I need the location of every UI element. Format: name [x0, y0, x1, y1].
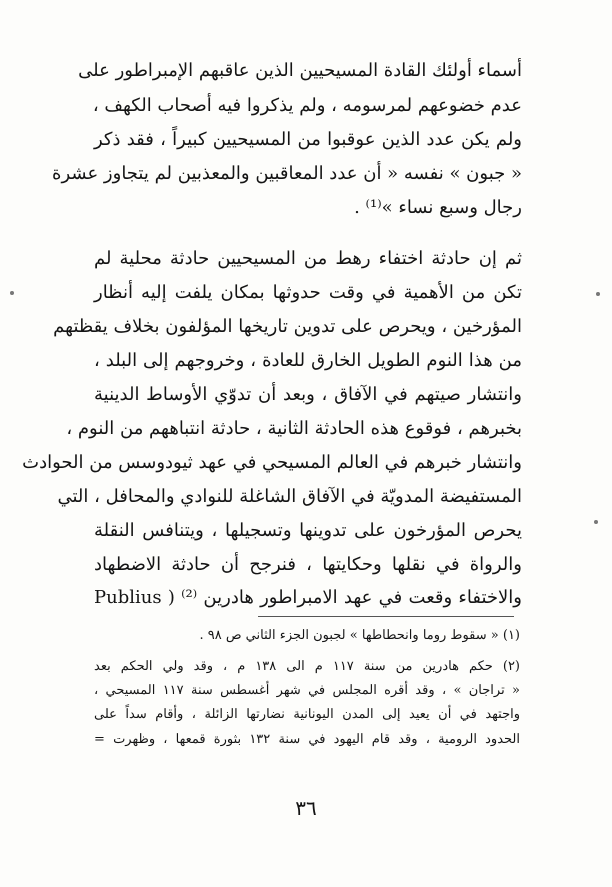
body-line: والاختفاء وقعت في عهد الامبراطور هادرين ⁽²⁾ ( Publius: [94, 587, 522, 608]
footnote-separator: [258, 616, 514, 617]
footnote-line: (١) « سقوط روما وانحطاطها » لجبون الجزء الثاني ص ٩٨ .: [199, 628, 520, 643]
body-line: أسماء أولئك القادة المسيحيين الذين عاقبهم الإمبراطور على: [78, 60, 522, 81]
footnote-line: « تراجان » ، وقد أقره المجلس في شهر أغسطس سنة ١١٧ المسيحي ،: [94, 683, 520, 698]
footnote-line: (٢) حكم هادرين من سنة ١١٧ م الى ١٣٨ م ، وقد ولي الحكم بعد: [94, 659, 520, 674]
body-line: « جبون » نفسه « أن عدد المعاقبين والمعذبين لم يتجاوز عشرة: [52, 163, 522, 184]
body-line: تكن من الأهمية في وقت حدوثها بمكان يلفت إليه أنظار: [94, 282, 522, 303]
scan-speck: [596, 292, 600, 296]
scan-speck: [594, 520, 598, 524]
footnote-line: واجتهد في أن يعيد إلى المدن اليونانية نضارتها الزائلة ، وأقام سداً على: [94, 707, 520, 722]
body-line: المؤرخين ، ويحرص على تدوين تاريخها المؤلفون بخلاف يقظتهم: [53, 316, 522, 337]
body-line: من هذا النوم الطويل الخارق للعادة ، وخروجهم إلى البلد ،: [94, 350, 522, 371]
body-line: وانتشار خبرهم في العالم المسيحي في عهد ثيودوسس من الحوادث: [22, 452, 522, 473]
body-line: المستفيضة المدويّة في الآفاق الشاغلة للنوادي والمحافل ، التي: [57, 486, 522, 507]
body-line: وانتشار صيتهم في الآفاق ، وبعد أن تدوّي الأوساط الدينية: [94, 384, 522, 405]
body-line: رجال وسبع نساء »⁽¹⁾ .: [354, 197, 522, 218]
body-line: يحرص المؤرخون على تدوينها وتسجيلها ، ويتنافس النقلة: [94, 520, 522, 541]
body-line: ثم إن حادثة اختفاء رهط من المسيحيين حادثة محلية لم: [94, 248, 522, 269]
page-number: ٣٦: [295, 796, 317, 820]
scan-speck: [10, 291, 14, 295]
body-line: عدم خضوعهم لمرسومه ، ولم يذكروا فيه أصحاب الكهف ،: [92, 95, 522, 116]
body-line: والرواة في نقلها وحكايتها ، فنرجح أن حادثة الاضطهاد: [94, 554, 522, 575]
footnote-line: الحدود الرومية ، وقد قام اليهود في سنة ١٣٢ بثورة قمعها ، وظهرت =: [94, 732, 520, 747]
body-line: بخبرهم ، فوقوع هذه الحادثة الثانية ، حادثة انتباههم من النوم ،: [66, 418, 522, 439]
body-line: ولم يكن عدد الذين عوقبوا من المسيحيين كبيراً ، فقد ذكر: [94, 129, 522, 150]
